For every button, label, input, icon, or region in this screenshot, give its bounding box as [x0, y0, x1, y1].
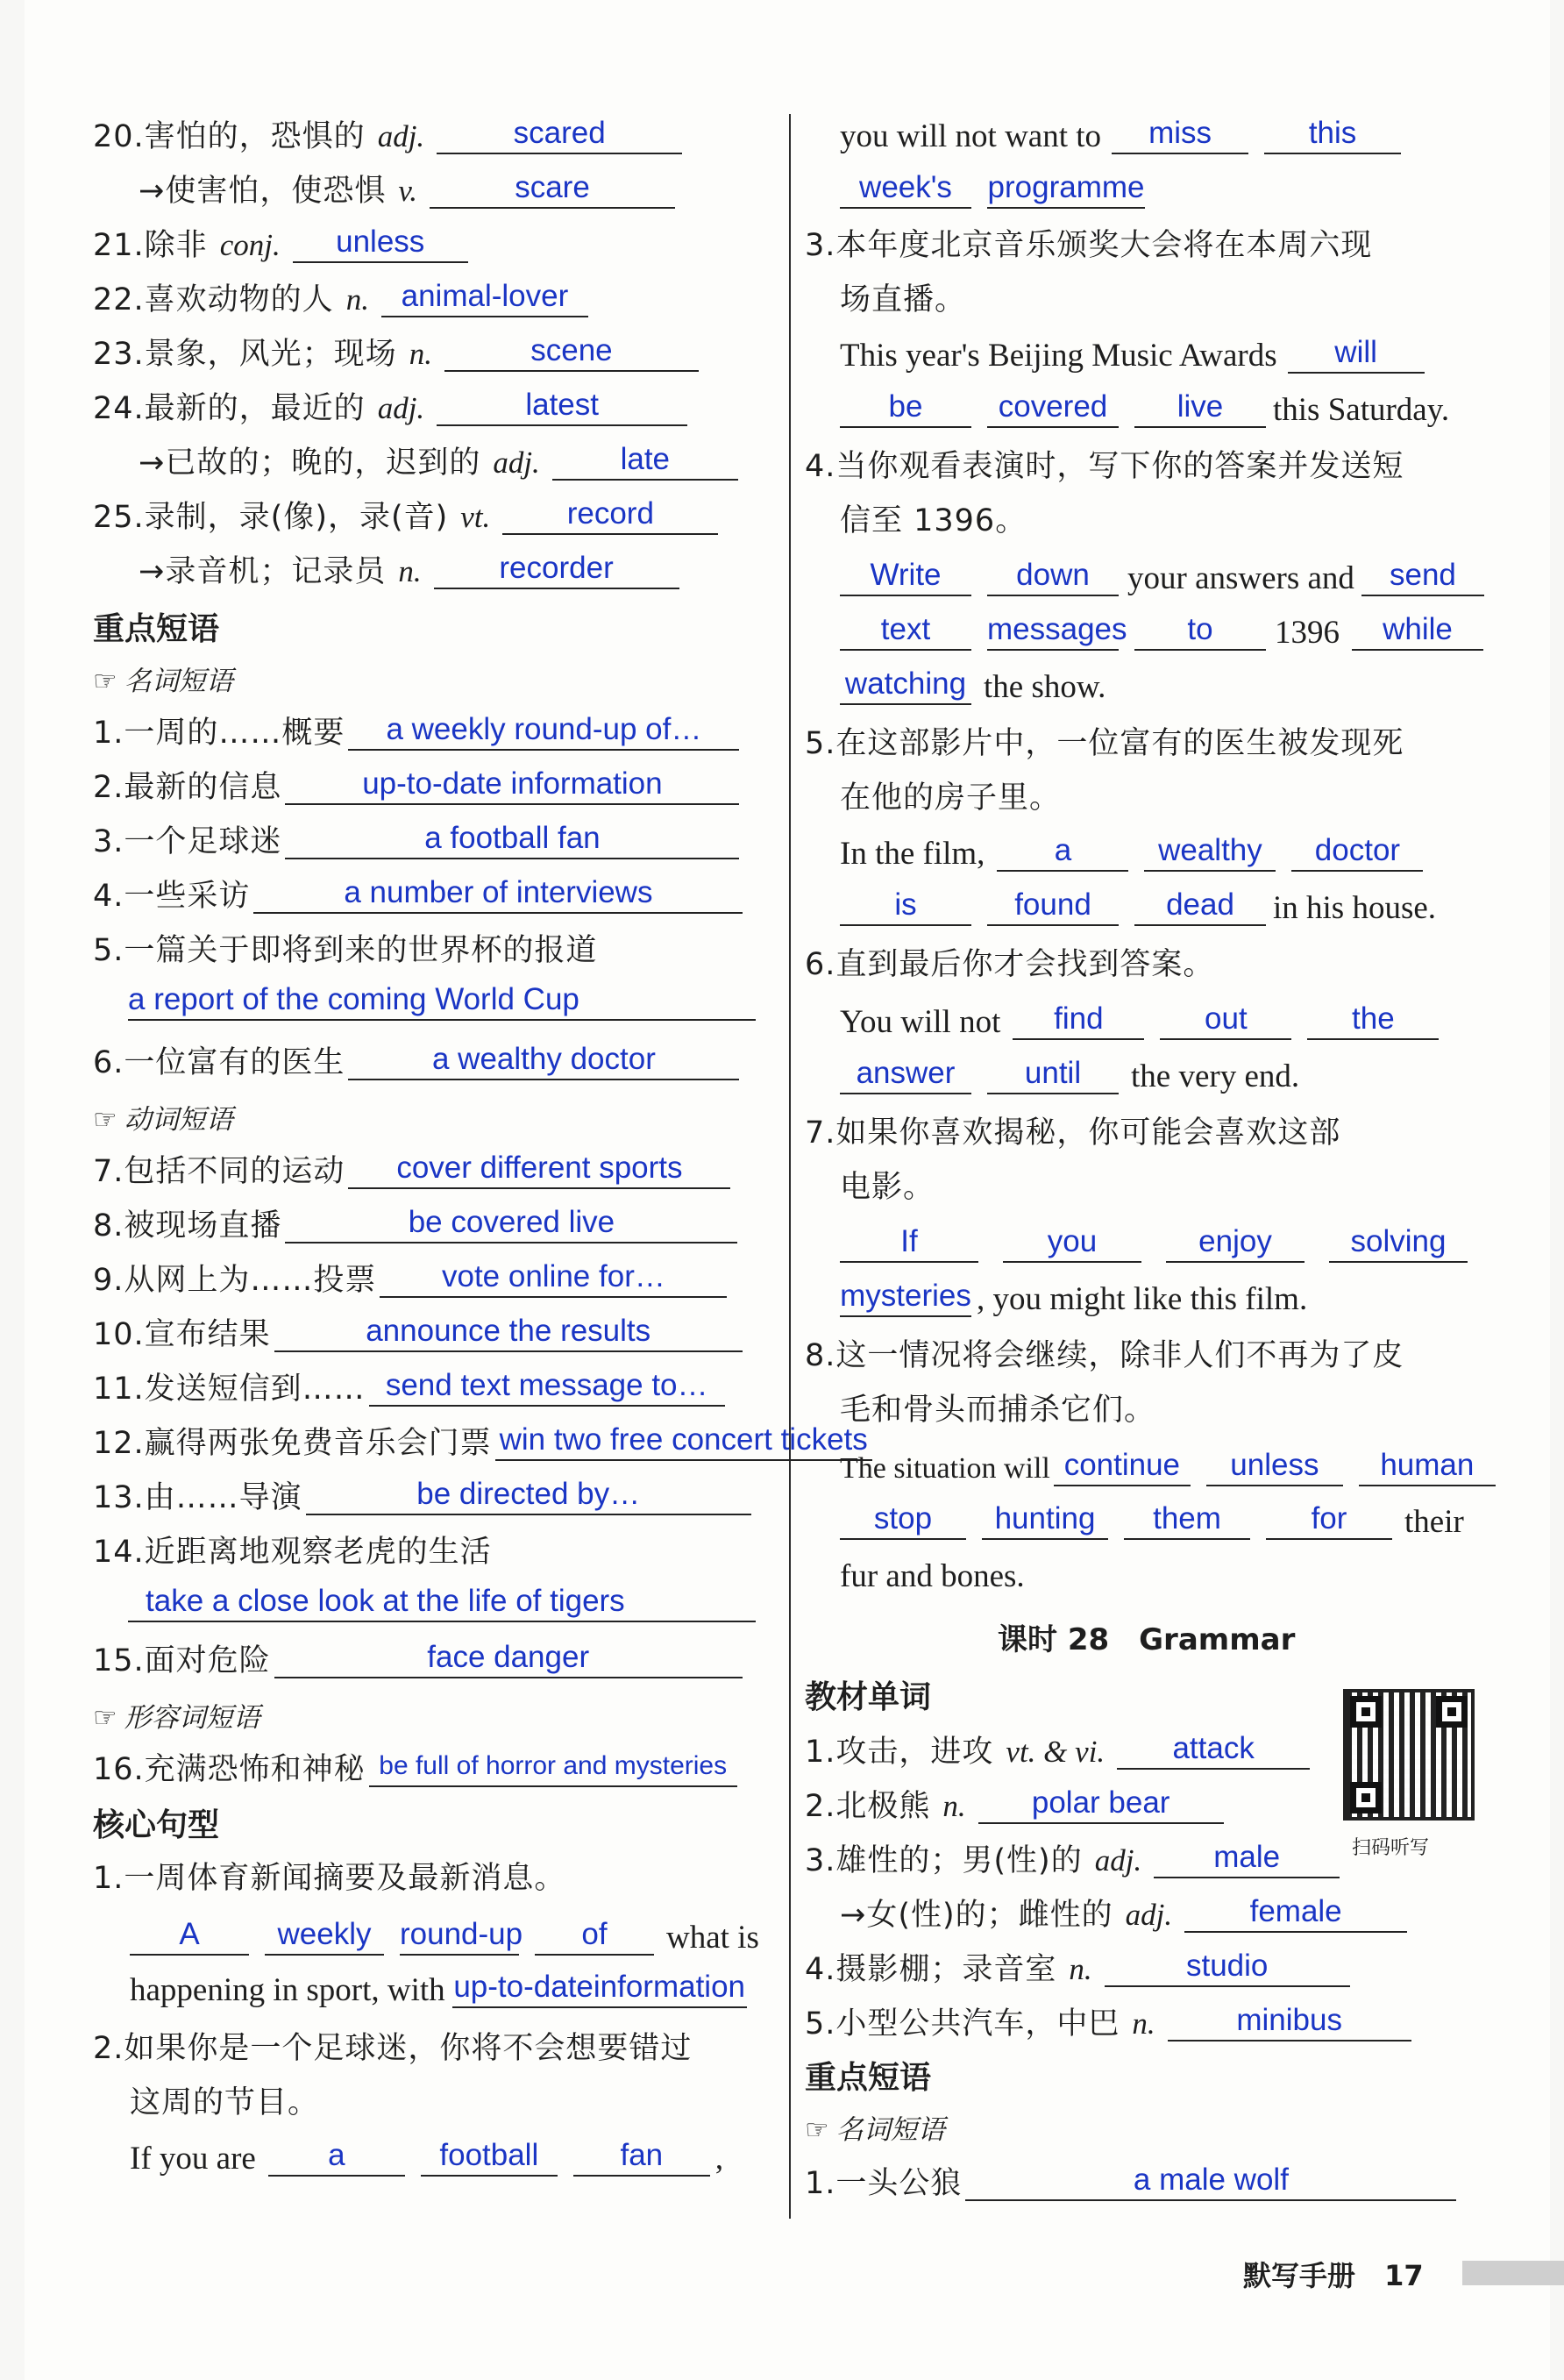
answer-blank[interactable]: fan	[573, 2136, 710, 2177]
chinese-prompt: 攻击，进攻	[835, 1735, 994, 1770]
chinese-prompt: 除非	[144, 228, 208, 263]
chinese-prompt: 当你观看表演时，写下你的答案并发送短	[835, 449, 1404, 484]
chinese-prompt: 在他的房子里。	[840, 780, 1062, 816]
vocab-item	[805, 1949, 1350, 1991]
chinese-prompt: 喜欢动物的人	[144, 282, 334, 317]
sentence-text: your answers and	[1127, 560, 1354, 596]
answer-blank[interactable]: unless	[293, 223, 468, 263]
part-of-speech: n.	[398, 554, 422, 588]
pointing-hand-icon: ☞	[805, 2114, 829, 2146]
part-of-speech: vt. & vi.	[1006, 1735, 1105, 1769]
item-number: 2.	[805, 1789, 836, 1824]
item-number: 5.	[93, 933, 124, 968]
answer-blank[interactable]: doctor	[1291, 831, 1423, 872]
lesson-title	[998, 1619, 1295, 1661]
answer-blank[interactable]: a football fan	[285, 819, 739, 859]
chinese-prompt: 发送短信到……	[144, 1372, 366, 1407]
sentence-text: The situation will	[840, 1452, 1050, 1485]
sentence-text: If you are	[130, 2141, 256, 2177]
answer-blank[interactable]: latest	[437, 386, 687, 426]
answer-blank[interactable]: If	[840, 1222, 978, 1263]
chinese-prompt: 如果你喜欢揭秘，你可能会喜欢这部	[835, 1115, 1341, 1151]
answer-blank[interactable]: you	[1003, 1222, 1141, 1263]
chinese-prompt: 一周体育新闻摘要及最新消息。	[124, 1861, 566, 1896]
answer-blank[interactable]: them	[1124, 1500, 1250, 1540]
sentence-item-cont	[840, 1166, 935, 1208]
sentence-answer-row	[840, 1224, 1468, 1266]
item-number: 1.	[93, 716, 124, 751]
item-number: 2.	[93, 770, 124, 805]
answer-blank[interactable]: a report of the coming World Cup	[128, 980, 756, 1021]
sentence-item	[93, 1857, 565, 1899]
phrase-item	[93, 1368, 725, 1410]
sub-verb-phrases: 动词短语	[124, 1104, 233, 1136]
sentence-answer-row	[840, 1447, 1496, 1490]
book-name: 默写手册	[1243, 2259, 1356, 2292]
answer-blank[interactable]: attack	[1117, 1729, 1310, 1770]
answer-blank[interactable]: football	[421, 2136, 558, 2177]
item-number: 12.	[93, 1426, 145, 1461]
chinese-prompt: 一些采访	[124, 879, 251, 914]
answer-blank[interactable]: mysteries	[840, 1277, 971, 1317]
sentence-answer-row	[840, 666, 1105, 709]
sub-heading	[93, 659, 233, 702]
answer-blank[interactable]: Write	[840, 556, 971, 596]
chinese-prompt: 被现场直播	[124, 1208, 282, 1243]
answer-blank[interactable]: solving	[1329, 1222, 1468, 1263]
chinese-prompt: 在这部影片中，一位富有的医生被发现死	[835, 726, 1404, 761]
chinese-prompt: 场直播。	[840, 282, 967, 317]
sentence-answer-row	[840, 833, 1423, 875]
answer-blank[interactable]: win two free concert tickets	[495, 1421, 872, 1461]
answer-blank[interactable]: covered	[987, 388, 1119, 428]
answer-blank[interactable]: record	[502, 495, 718, 535]
vocab-item	[805, 1731, 1310, 1773]
sentence-answer-row	[840, 612, 1483, 654]
answer-blank[interactable]: a weekly round-up of…	[348, 710, 739, 751]
part-of-speech: n.	[942, 1789, 966, 1823]
answer-blank[interactable]: to	[1134, 610, 1266, 651]
sentence-item	[805, 944, 1214, 986]
answer-blank[interactable]: up-to-dateinformation	[452, 1968, 747, 2008]
part-of-speech: n.	[1069, 1952, 1092, 1986]
section-key-phrases: 重点短语	[93, 611, 220, 647]
sub-heading	[93, 1098, 233, 1141]
sentence-item-cont	[840, 500, 1027, 542]
answer-blank[interactable]: programme	[987, 168, 1145, 209]
sentence-text: this Saturday.	[1273, 392, 1450, 428]
chinese-prompt: 摄影棚；录音室	[835, 1952, 1057, 1987]
chinese-prompt: 充满恐怖和神秘	[144, 1752, 366, 1787]
phrase-item	[93, 1205, 737, 1247]
section-core-sentences: 核心句型	[93, 1807, 220, 1843]
item-number: 1.	[805, 2166, 836, 2201]
answer-blank[interactable]: late	[552, 440, 738, 481]
sentence-item-cont	[840, 279, 966, 321]
item-number: 5.	[805, 2006, 836, 2042]
pointing-hand-icon: ☞	[93, 1702, 117, 1734]
sentence-text: You will not	[840, 1004, 1001, 1040]
section-heading	[805, 1677, 931, 1719]
sentence-text: , you might like this film.	[977, 1281, 1308, 1317]
answer-blank[interactable]: recorder	[434, 549, 679, 589]
answer-blank[interactable]: week's	[840, 168, 971, 209]
answer-blank[interactable]: while	[1352, 610, 1483, 651]
sentence-item-cont	[840, 1389, 1155, 1431]
answer-blank[interactable]: send text message to…	[369, 1366, 725, 1407]
sentence-answer-row	[840, 335, 1425, 377]
sentence-item	[93, 2027, 692, 2070]
item-number: 3.	[805, 228, 836, 263]
vocab-item	[93, 116, 682, 158]
section-heading	[93, 1805, 219, 1847]
answer-blank[interactable]: be	[840, 388, 971, 428]
part-of-speech: adj.	[377, 391, 425, 425]
answer-blank[interactable]: scare	[430, 168, 675, 209]
chinese-prompt: 雄性的；男(性)的	[835, 1843, 1083, 1878]
item-number: 23.	[93, 337, 145, 372]
answer-blank[interactable]: cover different sports	[348, 1149, 730, 1189]
chinese-prompt: 害怕的，恐惧的	[144, 119, 366, 154]
chinese-prompt: 从网上为……投票	[124, 1263, 377, 1298]
chinese-prompt: 这一情况将会继续，除非人们不再为了皮	[835, 1338, 1404, 1373]
item-number: 6.	[93, 1045, 124, 1080]
sentence-answer-row	[840, 558, 1484, 600]
answer-blank[interactable]: polar bear	[978, 1784, 1224, 1824]
answer-blank[interactable]: live	[1134, 388, 1266, 428]
item-number: 24.	[93, 391, 145, 426]
sentence-text: in his house.	[1273, 890, 1437, 926]
answer-blank[interactable]: text	[840, 610, 971, 651]
item-number: 15.	[93, 1643, 145, 1678]
item-number: 13.	[93, 1480, 145, 1515]
vocab-item	[93, 551, 679, 593]
scan-label: 扫码听写	[1352, 1837, 1430, 1859]
section-textbook-words: 教材单词	[805, 1679, 932, 1715]
page-number: 17	[1384, 2259, 1424, 2292]
answer-blank[interactable]: is	[840, 886, 971, 926]
part-of-speech: vt.	[460, 500, 491, 534]
sentence-text: In the film,	[840, 836, 985, 872]
chinese-prompt: →已故的；晚的，迟到的	[139, 445, 481, 481]
item-number: 6.	[805, 947, 836, 982]
item-number: 1.	[93, 1861, 124, 1896]
sentence-text: the very end.	[1131, 1058, 1300, 1094]
answer-blank[interactable]: unless	[1206, 1446, 1343, 1486]
sentence-item	[805, 723, 1404, 765]
part-of-speech: v.	[398, 174, 418, 208]
item-number: 7.	[93, 1154, 124, 1189]
column-divider	[789, 114, 791, 2219]
answer-blank[interactable]: continue	[1054, 1446, 1191, 1486]
answer-blank[interactable]: weekly	[265, 1915, 384, 1956]
sentence-item	[805, 1335, 1404, 1377]
sentence-answer-row	[840, 389, 1449, 431]
vocab-item	[93, 442, 738, 484]
chinese-prompt: 一头公狼	[835, 2166, 963, 2201]
chinese-prompt: 这周的节目。	[130, 2085, 320, 2120]
phrase-item	[93, 1640, 743, 1682]
answer-blank[interactable]: A	[130, 1915, 249, 1956]
phrase-item	[93, 1422, 872, 1464]
vocab-item	[805, 1785, 1224, 1828]
answer-blank[interactable]: find	[1013, 1000, 1144, 1040]
answer-blank[interactable]: male	[1154, 1838, 1340, 1878]
phrase-item	[805, 2163, 1456, 2205]
answer-blank[interactable]: send	[1361, 556, 1484, 596]
vocab-item	[93, 496, 718, 538]
answer-blank[interactable]: a	[997, 831, 1128, 872]
answer-blank[interactable]: announce the results	[274, 1312, 743, 1352]
answer-blank[interactable]: a	[268, 2136, 405, 2177]
sub-noun-phrases: 名词短语	[124, 666, 233, 697]
chinese-prompt: 一个足球迷	[124, 824, 282, 859]
answer-blank[interactable]: be full of horror and mysteries	[369, 1747, 737, 1787]
answer-blank[interactable]: a male wolf	[965, 2161, 1456, 2201]
answer-blank[interactable]: dead	[1134, 886, 1266, 926]
sentence-answer-row	[130, 2138, 723, 2180]
sentence-answer-row	[840, 170, 1145, 212]
vocab-item	[805, 1840, 1340, 1882]
item-number: 21.	[93, 228, 145, 263]
chinese-prompt: 面对危险	[144, 1643, 271, 1678]
answer-blank[interactable]: until	[987, 1054, 1119, 1094]
chinese-prompt: 赢得两张免费音乐会门票	[144, 1426, 492, 1461]
phrase-item	[93, 1151, 730, 1193]
chinese-prompt: 包括不同的运动	[124, 1154, 345, 1189]
pointing-hand-icon: ☞	[93, 666, 117, 697]
phrase-item	[93, 1749, 737, 1791]
item-number: 8.	[805, 1338, 836, 1373]
answer-blank[interactable]: of	[535, 1915, 654, 1956]
vocab-item	[93, 279, 588, 321]
answer-blank[interactable]: down	[987, 556, 1119, 596]
answer-blank[interactable]: for	[1266, 1500, 1392, 1540]
vocab-item	[93, 333, 699, 375]
sentence-text: fur and bones.	[840, 1558, 1025, 1594]
sentence-item-cont	[840, 1556, 1025, 1598]
chinese-prompt: 北极熊	[835, 1789, 931, 1824]
sentence-item	[805, 445, 1404, 488]
footer-bar	[1462, 2261, 1564, 2285]
sentence-text: happening in sport, with	[130, 1972, 445, 2008]
answer-blank[interactable]: hunting	[982, 1500, 1108, 1540]
answer-blank[interactable]: take a close look at the life of tigers	[128, 1582, 756, 1622]
section-heading	[805, 2057, 931, 2099]
answer-blank[interactable]: scared	[437, 114, 682, 154]
answer-blank[interactable]: stop	[840, 1500, 966, 1540]
answer-blank[interactable]: answer	[840, 1054, 971, 1094]
chinese-prompt: 最新的，最近的	[144, 391, 366, 426]
lesson-heading: 课时 28 Grammar	[998, 1622, 1296, 1657]
sentence-item	[805, 1112, 1340, 1154]
item-number: 4.	[805, 1952, 836, 1987]
sentence-answer-row	[840, 1279, 1307, 1321]
answer-blank[interactable]: enjoy	[1166, 1222, 1305, 1263]
answer-blank[interactable]: this	[1264, 114, 1401, 154]
phrase-item	[93, 1477, 751, 1519]
chinese-prompt: 景象，风光；现场	[144, 337, 397, 372]
section-key-phrases-2: 重点短语	[805, 2060, 932, 2096]
item-number: 1.	[805, 1735, 836, 1770]
sub-heading	[805, 2108, 945, 2151]
item-number: 11.	[93, 1372, 145, 1407]
item-number: 2.	[93, 2031, 124, 2066]
sentence-item	[805, 224, 1372, 267]
sub-heading	[93, 1696, 260, 1739]
answer-blank[interactable]: scene	[444, 331, 699, 372]
part-of-speech: adj.	[377, 119, 425, 153]
answer-blank[interactable]: up-to-date information	[285, 765, 739, 805]
chinese-prompt: 本年度北京音乐颁奖大会将在本周六现	[835, 228, 1373, 263]
sentence-answer-row	[840, 1001, 1439, 1044]
sentence-text: ,	[714, 2141, 724, 2177]
answer-blank[interactable]: studio	[1105, 1947, 1350, 1987]
answer-blank[interactable]: the	[1307, 1000, 1439, 1040]
item-number: 9.	[93, 1263, 124, 1298]
answer-blank[interactable]: female	[1184, 1892, 1407, 1933]
item-number: 14.	[93, 1535, 145, 1570]
sentence-answer-row	[840, 116, 1401, 158]
sub-adjective-phrases: 形容词短语	[124, 1702, 260, 1734]
sentence-answer-row	[840, 887, 1436, 930]
item-number: 3.	[805, 1843, 836, 1878]
chinese-prompt: 最新的信息	[124, 770, 282, 805]
sentence-answer-row	[130, 1970, 747, 2012]
chinese-prompt: 一篇关于即将到来的世界杯的报道	[124, 933, 598, 968]
phrase-answer-row	[128, 982, 756, 1024]
item-number: 7.	[805, 1115, 836, 1151]
qr-code-icon[interactable]	[1343, 1689, 1475, 1821]
item-number: 5.	[805, 726, 836, 761]
sub-noun-phrases-2: 名词短语	[835, 2114, 945, 2146]
chinese-prompt: 由……导演	[144, 1480, 302, 1515]
item-number: 8.	[93, 1208, 124, 1243]
sentence-text: 1396	[1275, 615, 1340, 651]
answer-blank[interactable]: face danger	[274, 1638, 743, 1678]
part-of-speech: conj.	[219, 228, 281, 262]
answer-blank[interactable]: out	[1160, 1000, 1291, 1040]
chinese-prompt: 宣布结果	[144, 1317, 271, 1352]
phrase-item	[93, 821, 739, 863]
vocab-item	[93, 170, 675, 212]
pointing-hand-icon: ☞	[93, 1104, 117, 1136]
item-number: 16.	[93, 1752, 145, 1787]
phrase-item	[93, 1042, 739, 1084]
sentence-answer-row	[840, 1501, 1464, 1543]
vocab-item	[93, 388, 687, 430]
phrase-item	[93, 1314, 743, 1356]
chinese-prompt: →使害怕，使恐惧	[139, 174, 387, 209]
item-number: 22.	[93, 282, 145, 317]
answer-blank[interactable]: messages	[987, 610, 1119, 651]
phrase-item	[93, 1531, 492, 1573]
phrase-item	[93, 1259, 727, 1301]
chinese-prompt: →录音机；记录员	[139, 554, 387, 589]
answer-blank[interactable]: be covered live	[285, 1203, 737, 1243]
item-number: 4.	[93, 879, 124, 914]
chinese-prompt: →女(性)的；雌性的	[840, 1898, 1113, 1933]
answer-blank[interactable]: wealthy	[1144, 831, 1276, 872]
answer-blank[interactable]: vote online for…	[380, 1258, 727, 1298]
answer-blank[interactable]: minibus	[1168, 2001, 1411, 2042]
chinese-prompt: 如果你是一个足球迷，你将不会想要错过	[124, 2031, 693, 2066]
page	[25, 0, 1550, 2380]
phrase-answer-row	[128, 1584, 756, 1626]
part-of-speech: adj.	[1125, 1898, 1173, 1932]
chinese-prompt: 小型公共汽车，中巴	[835, 2006, 1120, 2042]
section-heading	[93, 609, 219, 651]
answer-blank[interactable]: will	[1288, 333, 1425, 374]
part-of-speech: n.	[1132, 2006, 1155, 2041]
answer-blank[interactable]: human	[1359, 1446, 1496, 1486]
chinese-prompt: 直到最后你才会找到答案。	[835, 947, 1215, 982]
vocab-item	[805, 1894, 1407, 1936]
chinese-prompt: 录制，录(像)，录(音)	[144, 500, 449, 535]
sentence-answer-row	[840, 1056, 1299, 1098]
chinese-prompt: 毛和骨头而捕杀它们。	[840, 1393, 1156, 1428]
chinese-prompt: 信至 1396。	[840, 503, 1027, 538]
chinese-prompt: 电影。	[840, 1170, 935, 1205]
part-of-speech: n.	[345, 282, 369, 317]
sentence-item-cont	[130, 2082, 319, 2124]
sentence-item-cont	[840, 777, 1061, 819]
item-number: 20.	[93, 119, 145, 154]
item-number: 4.	[805, 449, 836, 484]
sentence-text: you will not want to	[840, 118, 1102, 154]
phrase-item	[93, 930, 597, 972]
sentence-text: what is	[666, 1920, 759, 1956]
answer-blank[interactable]: watching	[840, 665, 971, 705]
answer-blank[interactable]: round-up	[400, 1915, 519, 1956]
answer-blank[interactable]: a number of interviews	[253, 873, 743, 914]
item-number: 10.	[93, 1317, 145, 1352]
footer	[1243, 2254, 1424, 2294]
sentence-text: This year's Beijing Music Awards	[840, 338, 1277, 374]
sentence-answer-row	[130, 1917, 759, 1959]
phrase-item	[93, 712, 739, 754]
vocab-item	[93, 224, 468, 267]
answer-blank[interactable]: animal-lover	[381, 277, 588, 317]
part-of-speech: adj.	[1094, 1843, 1142, 1878]
answer-blank[interactable]: a wealthy doctor	[348, 1040, 739, 1080]
part-of-speech: n.	[409, 337, 432, 371]
answer-blank[interactable]: be directed by…	[306, 1475, 751, 1515]
phrase-item	[93, 875, 743, 917]
answer-blank[interactable]: miss	[1112, 114, 1248, 154]
item-number: 3.	[93, 824, 124, 859]
item-number: 25.	[93, 500, 145, 535]
chinese-prompt: 一周的……概要	[124, 716, 345, 751]
answer-blank[interactable]: found	[987, 886, 1119, 926]
chinese-prompt: 一位富有的医生	[124, 1045, 345, 1080]
sentence-text: their	[1404, 1504, 1464, 1540]
vocab-item	[805, 2003, 1411, 2045]
phrase-item	[93, 766, 739, 809]
chinese-prompt: 近距离地观察老虎的生活	[144, 1535, 492, 1570]
part-of-speech: adj.	[493, 445, 540, 480]
sentence-text: the show.	[984, 669, 1106, 705]
